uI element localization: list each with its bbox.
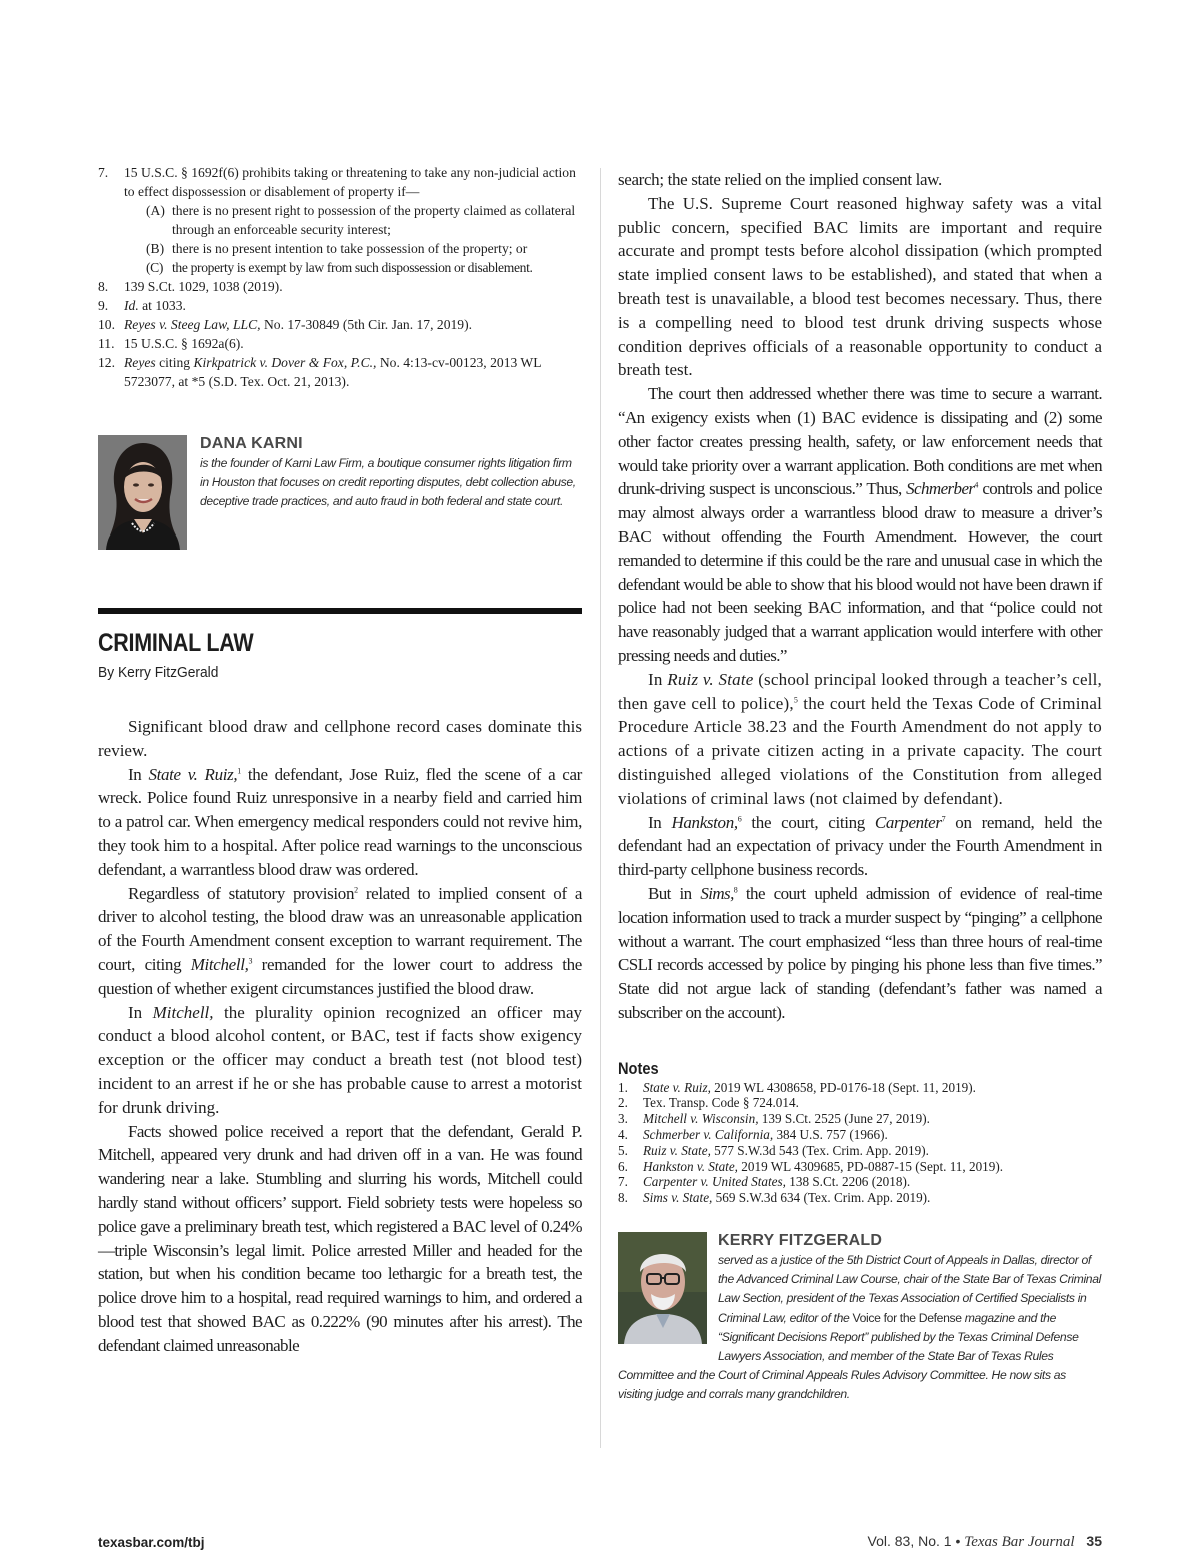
footnote-case: Kirkpatrick v. Dover & Fox, P.C., [193,355,377,370]
note-item [618,1080,1102,1096]
text: But in [648,883,701,903]
byline: By Kerry FitzGerald [98,664,219,681]
footer-url: texasbar.com/tbj [98,1535,205,1550]
note-text: 139 S.Ct. 2525 (June 27, 2019). [758,1111,930,1127]
case-name: Mitchell, [152,1002,214,1022]
case-name: Carpenter [874,812,942,832]
bio-text: is the founder of Karni Law Firm, a boutique consumer rights litigation firm in Houston that focuses on credit reporting disputes, debt collection abuse, deceptive trade practices, and auto fraud in both federal and state court. [200,456,576,509]
text: In [648,812,672,832]
text: In [128,1002,153,1022]
text: In [128,764,149,784]
footnote-7-b [146,239,582,258]
note-number: 4. [618,1127,628,1143]
note-item [618,1143,1102,1159]
footnote-case: Reyes [124,355,156,370]
paragraph: search; the state relied on the implied consent law. [618,170,942,189]
footnote-case: Id. [124,298,139,313]
paragraph [98,1001,582,1120]
footnote-7-c [146,258,582,277]
note-number: 7. [618,1174,628,1190]
paragraph [618,811,1102,882]
footnote-number: 8. [98,279,109,294]
footnote-ref: 1 [237,765,241,775]
paragraph: The U.S. Supreme Court reasoned highway safety was a vital public concern, specified BAC limits are important and require accurate and prompt tests before alcohol dissipation (which prompted state implied consent laws to be established), and stated that when a breath test is unavailable, a blood test becomes necessary. Thus, there is a compelling need to blood test drunk driving suspects whose condition deprives officials of a reasonable opportunity to conduct a breath test. [618,193,1102,380]
paragraph [618,382,1102,668]
footnote-text: No. 4:13-cv-00123, 2013 WL 5723077, at *5 (S.D. Tex. Oct. 21, 2013). [124,355,542,389]
sub-label: (B) [146,241,165,256]
text: remanded for the lower court to address the question of whether exigent circumstances justified the blood draw. [98,954,582,998]
journal-name: Texas Bar Journal [964,1534,1075,1550]
footnote-10 [98,315,582,334]
footnote-case: Reyes v. Steeg Law, LLC, [124,317,261,332]
note-item [618,1159,1102,1175]
note-case: Hankston v. State, [643,1158,738,1174]
text: the court upheld admission of evidence of real-time location information used to track a murder suspect by “pinging” a cellphone without a warrant. The court emphasized “less than three hours of real-time CSLI records accessed by police by pinging his phone less than five times.” State did not argue lack of standing (defendant’s father was named a subscriber on the account). [618,883,1102,1022]
footnote-ref: 7 [941,813,946,823]
text: the court, citing [741,812,875,832]
text: the defendant, Jose Ruiz, fled the scene of a car wreck. Police found Ruiz unresponsive in a nearby field and carried him to a patrol car. When emergency medical responders could not revive him, they took him to a hospital. After police read warnings to the unconscious defendant, a warrantless blood draw was ordered. [98,764,582,879]
footnote-number: 9. [98,298,109,313]
bio-content [718,1232,1102,1250]
note-item [618,1095,1102,1111]
note-text: 384 U.S. 757 (1966). [773,1127,888,1143]
note-item [618,1111,1102,1127]
footnote-7-a [146,201,582,239]
note-number: 8. [618,1190,628,1206]
text: controls and police may almost always order a warrantless blood draw to measure a driver’s BAC without offending the Fourth Amendment. However, the court remanded to determine if this could be the rare and unusual case in which the defendant would be able to show that his blood would not have been drawn if police had not been seeking BAC information, and that “police could not have reasonably judged that a warrant application would interfere with other pressing needs and duties.” [618,479,1102,665]
footnote-ref: 5 [793,694,799,704]
note-number: 5. [618,1142,628,1158]
sub-text: there is no present right to possession of the property claimed as collateral through an enforceable security interest; [172,203,576,237]
paragraph [618,668,1102,811]
footnote-text: No. 17-30849 (5th Cir. Jan. 17, 2019). [260,317,473,332]
publication-name: Voice for the Defense [852,1310,962,1325]
author-photo [98,435,187,550]
case-name: State v. Ruiz, [148,764,238,784]
note-item [618,1190,1102,1206]
note-text: 577 S.W.3d 543 (Tex. Crim. App. 2019). [710,1142,929,1158]
footnote-number: 11. [98,336,115,351]
note-number: 2. [618,1095,628,1111]
note-case: Schmerber v. California, [643,1127,774,1143]
footnote-text: citing [155,355,194,370]
text: Regardless of statutory provision [128,883,355,903]
note-case: Sims v. State, [643,1190,713,1206]
footnote-ref: 8 [733,885,738,895]
section-rule [98,608,582,614]
paragraph: Facts showed police received a report that the defendant, Gerald P. Mitchell, appeared very drunk and had driven off in a van. He was found wandering near a lake. Stumbling and slurring his words, Mitchell could hardly stand without officers’ support. Field sobriety tests were hopeless so police gave a preliminary breath test, which registered a BAC level of 0.24%—triple Wisconsin’s legal limit. Police arrested Miller and headed for the station, but when his condition became too lethargic for a breath test, the police drove him to a hospital, read required warnings to him, and ordered a blood test that showed BAC as 0.222% (90 minutes after his arrest). The defendant claimed unreasonable [98,1121,582,1355]
paragraph [618,882,1102,1025]
footnote-number: 10. [98,317,115,332]
footnote-number: 7. [98,165,109,180]
footnote-text: 15 U.S.C. § 1692a(6). [124,336,244,351]
footnotes-previous-article [98,163,582,391]
note-number: 6. [618,1158,628,1174]
footnote-text: 139 S.Ct. 1029, 1038 (2019). [124,279,283,294]
case-name: Mitchell, [190,954,249,974]
note-text: 569 S.W.3d 634 (Tex. Crim. App. 2019). [712,1190,931,1206]
author-photo [618,1232,707,1344]
sub-label: (C) [146,260,164,275]
footnote-11 [98,334,582,353]
text: the plurality opinion recognized an officer may conduct a blood alcohol content, or BAC, test if facts show exigency exception or the officer may conduct a breath test (not blood test) incident to an arrest if he or she has probable cause to arrest a motorist for drunk driving. [98,1002,582,1117]
text: related to implied consent of a driver to alcohol testing, the blood draw was an unreasonable application of the Fourth Amendment consent exception to warrant requirement. The court, citing [98,883,583,974]
text: (school principal looked through a teacher’s cell, then gave cell to police), [618,669,1102,713]
notes-section [618,1059,1102,1206]
note-case: State v. Ruiz, [643,1079,711,1095]
sub-text: the property is exempt by law from such dispossession or disablement. [172,260,533,275]
notes-heading: Notes [618,1058,659,1078]
case-name: Hankston, [671,812,738,832]
footnote-8 [98,277,582,296]
page-number: 35 [1086,1533,1102,1549]
footnote-ref: 2 [354,884,358,894]
right-column [618,168,1102,1405]
note-text: 138 S.Ct. 2206 (2018). [785,1174,911,1190]
footnote-7 [98,163,582,277]
paragraph: Significant blood draw and cellphone record cases dominate this review. [98,717,582,760]
case-name: Schmerber [906,479,975,499]
footnote-ref: 3 [248,956,253,966]
bio-content [200,435,582,512]
footnote-text: 15 U.S.C. § 1692f(6) prohibits taking or threatening to take any non-judicial action to effect dispossession or disablement of property if— [124,165,576,199]
text: on remand, held the defendant had an expectation of privacy under the Fourth Amendment in third-party cellphone business records. [618,812,1103,880]
bio-name: KERRY FITZGERALD [718,1232,883,1250]
sub-text: there is no present intention to take possession of the property; or [172,241,528,256]
author-portrait-icon [618,1232,707,1344]
author-portrait-icon [98,435,187,550]
sub-label: (A) [146,203,165,218]
article-body-right [618,168,1102,1025]
author-bio-dana-karni [98,435,582,553]
footnote-text: at 1033. [138,298,186,313]
bullet-separator: • [955,1533,961,1549]
footnote-ref: 4 [974,480,978,490]
footnote-number: 12. [98,355,115,370]
note-case: Ruiz v. State, [643,1142,711,1158]
bio-name: DANA KARNI [200,435,303,452]
note-case: Mitchell v. Wisconsin, [643,1111,759,1127]
note-number: 1. [618,1079,628,1095]
paragraph [98,763,582,882]
footnote-12 [98,353,582,391]
case-name: Sims, [700,883,734,903]
case-name: Ruiz v. State [667,669,754,689]
notes-list [618,1080,1102,1206]
paragraph [98,882,582,1001]
text: served as a justice of the 5th District Court of Appeals in Dallas, director of the Advanced Criminal Law Course, chair of the State Bar of Texas Criminal Law Section, president of the Texas Association of Certified Specialists in Criminal Law, editor of the [718,1253,1102,1325]
text: the court held the Texas Code of Criminal Procedure Article 38.23 and the Fourth Amendment do not apply to actions of a private citizen acting in a private capacity. The court distinguished alleged violations of the Constitution from alleged violations of criminal laws (not claimed by defendant). [618,693,1102,808]
note-item [618,1174,1102,1190]
note-text: 2019 WL 4309685, PD-0887-15 (Sept. 11, 2019). [737,1158,1004,1174]
footnote-9 [98,296,582,315]
footnote-ref: 6 [737,813,742,823]
note-text: Tex. Transp. Code § 724.014. [643,1095,799,1111]
left-column [98,163,582,1358]
text: In [648,669,668,689]
text: magazine and the “Significant Decisions Report” published by the Texas Criminal Defense Lawyers Association, and member of the State Bar of Texas Rules Committee and the Court of Criminal Appeals Rules Advisory Committee. He now sits as visiting judge and corrals many grandchildren. [618,1310,1079,1402]
author-bio-kerry-fitzgerald [618,1232,1102,1405]
article-body-left [98,715,582,1358]
section-title: CRIMINAL LAW [98,629,254,657]
note-text: 2019 WL 4308658, PD-0176-18 (Sept. 11, 2019). [710,1079,976,1095]
volume-issue: Vol. 83, No. 1 [867,1533,952,1549]
footer-folio [868,1533,1103,1551]
note-case: Carpenter v. United States, [643,1174,786,1190]
text: The court then addressed whether there was time to secure a warrant. “An exigency exists when (1) BAC evidence is dissipating and (2) some other factor creates pressing health, safety, or law enforcement needs that would take priority over a warrant application. Both conditions are met when drunk-driving suspect is unconscious.” Thus, [618,384,1102,499]
note-number: 3. [618,1111,628,1127]
column-divider [600,168,601,1448]
note-item [618,1127,1102,1143]
